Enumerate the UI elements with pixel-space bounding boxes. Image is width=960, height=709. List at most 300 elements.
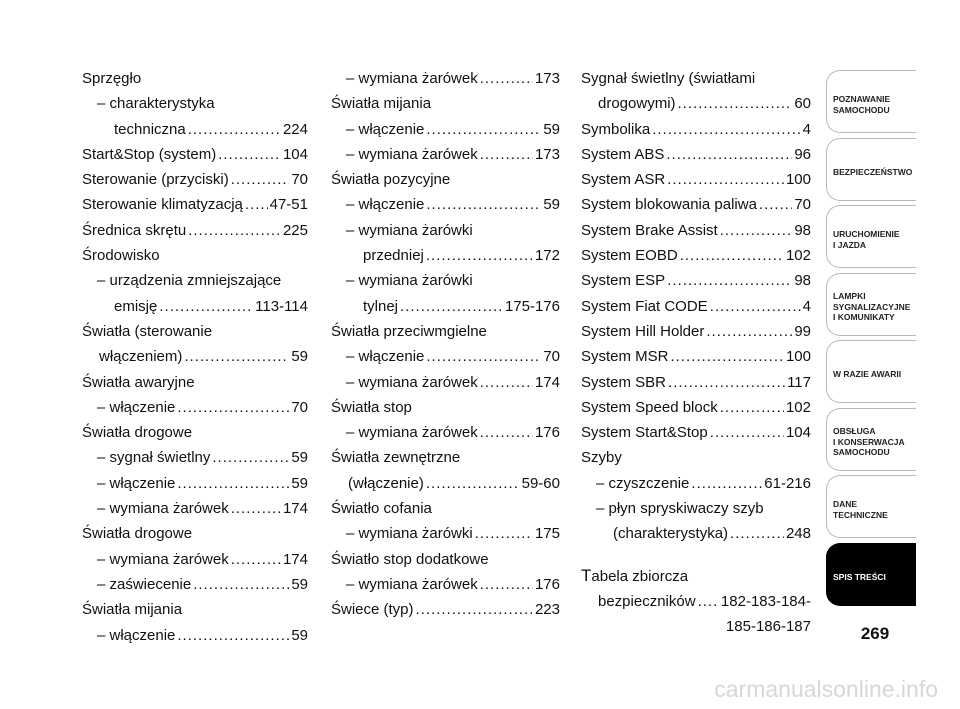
entry-line bbox=[97, 91, 308, 116]
index-entry bbox=[581, 66, 811, 117]
entry-text: Średnica skrętu bbox=[82, 221, 187, 239]
page-reference: 96 bbox=[794, 145, 811, 163]
page-reference: 4 bbox=[802, 297, 811, 315]
entry-line bbox=[82, 218, 308, 243]
page-reference: 182-183-184- bbox=[720, 592, 811, 610]
page-reference: 224 bbox=[282, 120, 308, 138]
entry-line bbox=[97, 445, 308, 470]
entry-line bbox=[331, 547, 560, 572]
entry-line bbox=[82, 319, 308, 344]
dot-leader bbox=[188, 218, 281, 243]
entry-text: – włączenie bbox=[346, 196, 425, 214]
entry-text: Sprzęgło bbox=[82, 70, 142, 87]
chapter-tab-label: URUCHOMIENIE I JAZDA bbox=[833, 229, 900, 250]
index-subentry bbox=[331, 142, 560, 167]
index-subentry bbox=[82, 496, 308, 521]
index-entry bbox=[331, 395, 560, 420]
index-entry bbox=[82, 167, 308, 192]
chapter-tab[interactable] bbox=[826, 70, 916, 133]
entry-line bbox=[581, 268, 811, 293]
page-reference: 102 bbox=[785, 398, 811, 416]
entry-text: Środowisko bbox=[82, 247, 160, 265]
page-reference: 70 bbox=[794, 196, 811, 214]
index-subentry bbox=[82, 445, 308, 470]
initial-capital: T bbox=[581, 565, 592, 585]
page-reference: 59 bbox=[291, 575, 308, 593]
chapter-tab[interactable] bbox=[826, 205, 916, 268]
page-reference: 174 bbox=[534, 373, 560, 391]
entry-text: – wymiana żarówek bbox=[346, 575, 478, 593]
page-reference: 100 bbox=[785, 348, 811, 366]
entry-text: włączeniem) bbox=[99, 348, 183, 366]
entry-text: System ASR bbox=[581, 171, 666, 189]
page-reference: 59 bbox=[291, 348, 308, 366]
entry-line bbox=[596, 471, 811, 496]
entry-text: – włączenie bbox=[346, 120, 425, 138]
entry-text: drogowymi) bbox=[598, 95, 676, 113]
index-entry bbox=[581, 218, 811, 243]
entry-line bbox=[82, 521, 308, 546]
index-subentry bbox=[331, 572, 560, 597]
index-entry bbox=[82, 597, 308, 622]
chapter-tab-label: OBSŁUGA I KONSERWACJA SAMOCHODU bbox=[833, 426, 905, 458]
entry-text: Światła drogowe bbox=[82, 525, 193, 543]
dot-leader bbox=[480, 420, 533, 445]
entry-line bbox=[331, 319, 560, 344]
dot-leader bbox=[426, 471, 520, 496]
entry-text: System Start&Stop bbox=[581, 424, 708, 442]
entry-line bbox=[581, 344, 811, 369]
dot-leader bbox=[212, 445, 289, 470]
entry-line bbox=[346, 218, 560, 243]
dot-leader bbox=[710, 294, 801, 319]
index-subentry bbox=[82, 547, 308, 572]
entry-text: System ESP bbox=[581, 272, 666, 290]
entry-text: Światła pozycyjne bbox=[331, 171, 451, 189]
index-subentry bbox=[331, 117, 560, 142]
index-entry bbox=[331, 496, 560, 521]
entry-text: System SBR bbox=[581, 373, 667, 391]
page-reference: 223 bbox=[534, 601, 560, 619]
entry-text: Świece (typ) bbox=[331, 601, 414, 619]
entry-line bbox=[97, 623, 308, 648]
entry-line bbox=[581, 563, 811, 589]
dot-leader bbox=[426, 344, 541, 369]
index-entry bbox=[581, 395, 811, 420]
dot-leader bbox=[710, 420, 784, 445]
dot-leader bbox=[652, 117, 800, 142]
index-entry bbox=[581, 445, 811, 470]
entry-text: – charakterystyka bbox=[97, 95, 215, 113]
entry-text: techniczna bbox=[114, 120, 186, 138]
entry-line bbox=[97, 572, 308, 597]
index-subentry bbox=[331, 370, 560, 395]
entry-text: System Fiat CODE bbox=[581, 297, 708, 315]
index-column-1 bbox=[82, 66, 308, 648]
dot-leader bbox=[671, 344, 784, 369]
entry-line bbox=[346, 370, 560, 395]
page-reference: 176 bbox=[534, 424, 560, 442]
index-entry bbox=[581, 319, 811, 344]
dot-leader bbox=[666, 142, 792, 167]
dot-leader bbox=[667, 167, 784, 192]
dot-leader bbox=[218, 142, 281, 167]
entry-line bbox=[581, 445, 811, 470]
dot-leader bbox=[475, 521, 533, 546]
index-subentry bbox=[331, 420, 560, 445]
entry-text: System Brake Assist bbox=[581, 221, 718, 239]
entry-line bbox=[581, 66, 811, 91]
entry-line bbox=[331, 445, 560, 470]
entry-text: – czyszczenie bbox=[596, 474, 690, 492]
chapter-tab-label: SPIS TREŚCI bbox=[833, 571, 886, 582]
entry-text: System Speed block bbox=[581, 398, 718, 416]
dot-leader bbox=[231, 167, 290, 192]
dot-leader bbox=[720, 395, 784, 420]
index-subentry bbox=[581, 496, 811, 547]
entry-line bbox=[97, 268, 308, 293]
chapter-tab[interactable] bbox=[826, 408, 916, 471]
dot-leader bbox=[730, 521, 784, 546]
dot-leader bbox=[177, 471, 289, 496]
index-subentry bbox=[331, 192, 560, 217]
dot-leader bbox=[177, 623, 289, 648]
dot-leader bbox=[480, 142, 533, 167]
index-entry bbox=[581, 370, 811, 395]
entry-text: emisję bbox=[114, 297, 158, 315]
entry-text: – płyn spryskiwaczy szyb bbox=[596, 500, 764, 518]
index-subentry bbox=[331, 521, 560, 546]
dot-leader bbox=[668, 370, 785, 395]
entry-text: – włączenie bbox=[97, 626, 176, 644]
page-reference: 99 bbox=[794, 322, 811, 340]
index-subentry bbox=[331, 218, 560, 269]
entry-line bbox=[581, 192, 811, 217]
entry-line bbox=[346, 572, 560, 597]
index-entry bbox=[331, 167, 560, 192]
entry-text: System EOBD bbox=[581, 247, 678, 265]
index-entry bbox=[82, 192, 308, 217]
entry-text: Światła (sterowanie bbox=[82, 322, 213, 340]
index-entry bbox=[82, 142, 308, 167]
entry-line bbox=[82, 420, 308, 445]
entry-line bbox=[581, 319, 811, 344]
index-entry bbox=[82, 218, 308, 243]
page-reference: 113-114 bbox=[255, 297, 308, 315]
dot-leader bbox=[159, 294, 253, 319]
entry-text: Sterowanie (przyciski) bbox=[82, 171, 229, 189]
entry-line bbox=[346, 268, 560, 293]
entry-line bbox=[331, 597, 560, 622]
index-entry bbox=[581, 563, 811, 640]
chapter-tab-label: DANE TECHNICZNE bbox=[833, 499, 888, 520]
entry-text: – włączenie bbox=[346, 348, 425, 366]
entry-text: Szyby bbox=[581, 449, 622, 467]
entry-line bbox=[331, 91, 560, 116]
index-entry bbox=[581, 268, 811, 293]
entry-text: tylnej bbox=[363, 297, 399, 315]
index-entry bbox=[581, 167, 811, 192]
index-entry bbox=[82, 319, 308, 370]
entry-line bbox=[346, 344, 560, 369]
index-entry bbox=[581, 344, 811, 369]
page-reference: 104 bbox=[282, 145, 308, 163]
page-reference: 59 bbox=[291, 449, 308, 467]
dot-leader bbox=[231, 547, 281, 572]
entry-text: – wymiana żarówek bbox=[346, 70, 478, 87]
index-entry bbox=[581, 192, 811, 217]
entry-text: – wymiana żarówki bbox=[346, 272, 473, 290]
entry-line bbox=[82, 344, 308, 369]
entry-text: – wymiana żarówek bbox=[346, 373, 478, 391]
entry-line bbox=[346, 117, 560, 142]
dot-leader bbox=[193, 572, 289, 597]
entry-line bbox=[581, 243, 811, 268]
dot-leader bbox=[667, 268, 792, 293]
chapter-tab-label: BEZPIECZEŃSTWO bbox=[833, 166, 913, 177]
dot-leader bbox=[188, 117, 281, 142]
entry-line bbox=[346, 142, 560, 167]
entry-line bbox=[581, 218, 811, 243]
entry-line bbox=[97, 496, 308, 521]
entry-text: Symbolika bbox=[581, 120, 651, 138]
dot-leader bbox=[426, 117, 541, 142]
entry-line bbox=[97, 471, 308, 496]
dot-leader bbox=[184, 344, 289, 369]
page-reference: 59 bbox=[543, 196, 560, 214]
index-subentry bbox=[331, 344, 560, 369]
page-reference: 70 bbox=[543, 348, 560, 366]
entry-line bbox=[346, 66, 560, 91]
entry-line bbox=[331, 167, 560, 192]
index-entry bbox=[82, 243, 308, 268]
dot-leader bbox=[177, 395, 289, 420]
entry-text: – włączenie bbox=[97, 398, 176, 416]
chapter-tab[interactable] bbox=[826, 138, 916, 201]
page-reference: 172 bbox=[534, 247, 560, 265]
entry-line bbox=[596, 521, 811, 546]
entry-line bbox=[581, 167, 811, 192]
index-entry bbox=[331, 319, 560, 344]
page-reference: 98 bbox=[794, 221, 811, 239]
entry-text: System ABS bbox=[581, 145, 665, 163]
entry-text: – włączenie bbox=[97, 474, 176, 492]
entry-line bbox=[346, 243, 560, 268]
entry-line bbox=[581, 395, 811, 420]
entry-spacer bbox=[581, 547, 811, 563]
entry-text: Światło cofania bbox=[331, 500, 432, 518]
dot-leader bbox=[691, 471, 762, 496]
index-entry bbox=[331, 445, 560, 496]
dot-leader bbox=[416, 597, 533, 622]
dot-leader bbox=[400, 294, 503, 319]
index-entry bbox=[331, 597, 560, 622]
chapter-tab-label: W RAZIE AWARII bbox=[833, 369, 902, 380]
index-subentry bbox=[82, 572, 308, 597]
entry-text: Sterowanie klimatyzacją bbox=[82, 196, 243, 214]
page-reference: 70 bbox=[291, 171, 308, 189]
entry-line bbox=[82, 597, 308, 622]
page-reference: 175 bbox=[534, 525, 560, 543]
index-entry bbox=[581, 294, 811, 319]
entry-line bbox=[97, 395, 308, 420]
page-reference: 174 bbox=[282, 500, 308, 518]
index-subentry bbox=[331, 66, 560, 91]
entry-text: Światła zewnętrzne bbox=[331, 449, 461, 467]
entry-line bbox=[82, 142, 308, 167]
page-reference: 98 bbox=[794, 272, 811, 290]
page-reference: 59 bbox=[291, 626, 308, 644]
entry-text: Światła mijania bbox=[331, 95, 432, 113]
entry-line bbox=[581, 420, 811, 445]
entry-line bbox=[82, 192, 308, 217]
entry-text: bezpieczników bbox=[598, 592, 696, 610]
page-reference: 4 bbox=[802, 120, 811, 138]
page-reference: 47-51 bbox=[269, 196, 308, 214]
dot-leader bbox=[698, 589, 719, 614]
dot-leader bbox=[480, 370, 533, 395]
entry-text: – wymiana żarówek bbox=[97, 500, 229, 518]
dot-leader bbox=[245, 192, 268, 217]
page-reference: 173 bbox=[534, 70, 560, 87]
entry-line bbox=[97, 117, 308, 142]
entry-line bbox=[346, 192, 560, 217]
entry-text: System blokowania paliwa bbox=[581, 196, 757, 214]
index-entry bbox=[82, 66, 308, 91]
entry-text: – zaświecenie bbox=[97, 575, 192, 593]
entry-text: (charakterystyka) bbox=[613, 525, 729, 543]
chapter-tab[interactable] bbox=[826, 340, 916, 403]
page-reference: 59 bbox=[543, 120, 560, 138]
page-reference: 104 bbox=[785, 424, 811, 442]
page-reference: 59 bbox=[291, 474, 308, 492]
page-reference: 173 bbox=[534, 145, 560, 163]
entry-line bbox=[331, 395, 560, 420]
index-entry bbox=[82, 370, 308, 395]
entry-text: 185-186-187 bbox=[725, 618, 811, 636]
entry-line bbox=[346, 294, 560, 319]
index-entry bbox=[581, 420, 811, 445]
page-reference: 248 bbox=[785, 525, 811, 543]
page-reference: 61-216 bbox=[764, 474, 811, 492]
entry-line bbox=[581, 589, 811, 614]
entry-text: – sygnał świetlny bbox=[97, 449, 211, 467]
page-reference: 102 bbox=[785, 247, 811, 265]
entry-text: Światła mijania bbox=[82, 601, 183, 619]
dot-leader bbox=[720, 218, 793, 243]
index-subentry bbox=[82, 268, 308, 319]
entry-line bbox=[581, 294, 811, 319]
dot-leader bbox=[480, 572, 533, 597]
entry-line bbox=[346, 420, 560, 445]
entry-line bbox=[82, 66, 308, 91]
entry-line bbox=[97, 547, 308, 572]
page-reference: 225 bbox=[282, 221, 308, 239]
entry-line bbox=[581, 142, 811, 167]
index-entry bbox=[581, 243, 811, 268]
page-reference: 100 bbox=[785, 171, 811, 189]
page-reference: 59-60 bbox=[521, 474, 560, 492]
dot-leader bbox=[231, 496, 281, 521]
dot-leader bbox=[426, 192, 541, 217]
entry-line bbox=[581, 614, 811, 639]
entry-line bbox=[331, 496, 560, 521]
entry-line bbox=[596, 496, 811, 521]
entry-line bbox=[581, 370, 811, 395]
chapter-tab[interactable] bbox=[826, 273, 916, 336]
page-reference: 70 bbox=[291, 398, 308, 416]
chapter-tab-label: POZNAWANIE SAMOCHODU bbox=[833, 94, 891, 115]
page-reference: 175-176 bbox=[504, 297, 560, 315]
index-entry bbox=[581, 117, 811, 142]
entry-text: Światła awaryjne bbox=[82, 373, 195, 391]
index-subentry bbox=[82, 471, 308, 496]
entry-text: – wymiana żarówki bbox=[346, 221, 473, 239]
page-reference: 60 bbox=[794, 95, 811, 113]
dot-leader bbox=[426, 243, 533, 268]
entry-line bbox=[82, 370, 308, 395]
index-column-2 bbox=[331, 66, 560, 623]
index-subentry bbox=[581, 471, 811, 496]
entry-text: – wymiana żarówki bbox=[346, 525, 473, 543]
entry-text: Sygnał świetlny (światłami bbox=[581, 70, 756, 87]
watermark-text: carmanualsonline.info bbox=[714, 676, 938, 702]
index-entry bbox=[82, 521, 308, 546]
index-entry bbox=[331, 547, 560, 572]
index-entry bbox=[331, 91, 560, 116]
page-reference: 174 bbox=[282, 550, 308, 568]
index-entry bbox=[82, 420, 308, 445]
entry-text: (włączenie) bbox=[348, 474, 424, 492]
entry-line bbox=[82, 243, 308, 268]
entry-text: – wymiana żarówek bbox=[346, 424, 478, 442]
entry-line bbox=[581, 117, 811, 142]
entry-line bbox=[581, 91, 811, 116]
entry-text: System MSR bbox=[581, 348, 669, 366]
entry-line bbox=[331, 471, 560, 496]
entry-text: Światła stop bbox=[331, 398, 412, 416]
chapter-tab[interactable] bbox=[826, 543, 916, 606]
index-column-3 bbox=[581, 66, 811, 640]
chapter-tab-label: LAMPKI SYGNALIZACYJNE I KOMUNIKATY bbox=[833, 291, 911, 323]
index-subentry bbox=[82, 623, 308, 648]
page-reference: 176 bbox=[534, 575, 560, 593]
page-reference: 117 bbox=[787, 373, 811, 391]
entry-text: przedniej bbox=[363, 247, 424, 265]
index-subentry bbox=[82, 91, 308, 142]
dot-leader bbox=[706, 319, 792, 344]
dot-leader bbox=[759, 192, 792, 217]
page-number: 269 bbox=[860, 624, 890, 643]
entry-text: System Hill Holder bbox=[581, 322, 705, 340]
entry-text: Światło stop dodatkowe bbox=[331, 550, 489, 568]
chapter-tab[interactable] bbox=[826, 475, 916, 538]
entry-line bbox=[346, 521, 560, 546]
entry-text: – wymiana żarówek bbox=[346, 145, 478, 163]
dot-leader bbox=[680, 243, 784, 268]
entry-text: Start&Stop (system) bbox=[82, 145, 217, 163]
entry-text: – urządzenia zmniejszające bbox=[97, 272, 282, 290]
entry-text: Światła drogowe bbox=[82, 424, 193, 442]
entry-text: Światła przeciwmgielne bbox=[331, 322, 487, 340]
entry-line bbox=[97, 294, 308, 319]
chapter-tabs bbox=[826, 70, 916, 610]
entry-line bbox=[82, 167, 308, 192]
dot-leader bbox=[678, 91, 793, 116]
index-entry bbox=[581, 142, 811, 167]
dot-leader bbox=[480, 66, 533, 91]
entry-text: – wymiana żarówek bbox=[97, 550, 229, 568]
